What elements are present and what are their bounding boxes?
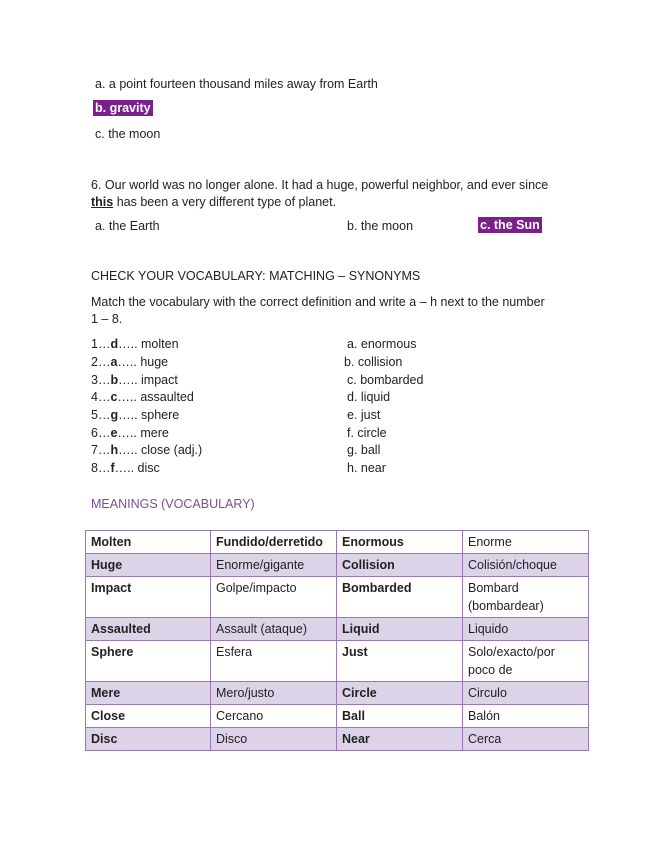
answer-highlight: b. gravity xyxy=(95,101,151,115)
q5-option-b-answer xyxy=(93,101,153,115)
table-cell-meaning: Esfera xyxy=(211,641,337,682)
matching-answer: b xyxy=(110,373,119,387)
q6-underlined-word: this xyxy=(91,195,114,209)
matching-answer: e xyxy=(110,426,118,440)
matching-definition: f. circle xyxy=(347,426,387,440)
matching-answer: c xyxy=(110,390,118,404)
table-row xyxy=(86,618,589,641)
table-cell-word: Molten xyxy=(86,531,211,554)
matching-definition: c. bombarded xyxy=(347,373,424,387)
table-cell-meaning: Balón xyxy=(463,705,589,728)
table-row xyxy=(86,641,589,682)
table-cell-word: Just xyxy=(337,641,463,682)
table-cell-meaning: Disco xyxy=(211,728,337,751)
matching-answer: h xyxy=(110,443,119,457)
table-row xyxy=(86,705,589,728)
table-cell-word: Bombarded xyxy=(337,577,463,618)
matching-left-item: 3…b….. impact xyxy=(91,373,178,387)
table-cell-word: Near xyxy=(337,728,463,751)
table-row xyxy=(86,554,589,577)
matching-definition: b. collision xyxy=(344,355,403,369)
table-cell-meaning: Bombard (bombardear) xyxy=(463,577,589,618)
q6-option-b: b. the moon xyxy=(347,219,414,233)
matching-left-item: 5…g….. sphere xyxy=(91,408,180,422)
table-cell-word: Circle xyxy=(337,682,463,705)
table-cell-meaning: Fundido/derretido xyxy=(211,531,337,554)
matching-left-item: 2…a….. huge xyxy=(91,355,169,369)
table-cell-word: Mere xyxy=(86,682,211,705)
matching-definition: d. liquid xyxy=(347,390,391,404)
table-cell-meaning: Enorme/gigante xyxy=(211,554,337,577)
matching-definition: h. near xyxy=(347,461,386,475)
q6-text-line1: 6. Our world was no longer alone. It had a huge, powerful neighbor, and ever since xyxy=(91,178,549,192)
table-cell-meaning: Colisión/choque xyxy=(463,554,589,577)
table-cell-word: Enormous xyxy=(337,531,463,554)
matching-instructions-line1: Match the vocabulary with the correct definition and write a – h next to the number xyxy=(91,295,545,309)
matching-definition: g. ball xyxy=(347,443,381,457)
table-cell-meaning: Mero/justo xyxy=(211,682,337,705)
table-row xyxy=(86,728,589,751)
q6-option-c-answer xyxy=(478,218,542,232)
matching-definition: e. just xyxy=(347,408,381,422)
meanings-heading: MEANINGS (VOCABULARY) xyxy=(91,497,255,511)
table-cell-meaning: Assault (ataque) xyxy=(211,618,337,641)
q5-option-a: a. a point fourteen thousand miles away from Earth xyxy=(95,77,378,91)
table-cell-meaning: Enorme xyxy=(463,531,589,554)
table-cell-word: Collision xyxy=(337,554,463,577)
matching-heading: CHECK YOUR VOCABULARY: MATCHING – SYNONYMS xyxy=(91,269,421,283)
table-cell-meaning: Cercano xyxy=(211,705,337,728)
table-cell-meaning: Solo/exacto/por poco de xyxy=(463,641,589,682)
table-cell-word: Liquid xyxy=(337,618,463,641)
table-row xyxy=(86,682,589,705)
table-cell-word: Impact xyxy=(86,577,211,618)
table-cell-word: Disc xyxy=(86,728,211,751)
meanings-table xyxy=(85,530,589,751)
matching-answer: g xyxy=(110,408,119,422)
table-cell-word: Assaulted xyxy=(86,618,211,641)
table-cell-meaning: Liquido xyxy=(463,618,589,641)
table-cell-meaning: Circulo xyxy=(463,682,589,705)
q6-text-line2 xyxy=(91,195,336,209)
matching-left-item: 6…e….. mere xyxy=(91,426,169,440)
table-cell-meaning: Golpe/impacto xyxy=(211,577,337,618)
q6-text-rest: has been a very different type of planet. xyxy=(113,195,337,209)
q6-option-a: a. the Earth xyxy=(95,219,160,233)
matching-left-item: 1…d….. molten xyxy=(91,337,179,351)
table-cell-meaning: Cerca xyxy=(463,728,589,751)
table-row xyxy=(86,577,589,618)
matching-left-item: 8…f….. disc xyxy=(91,461,160,475)
table-cell-word: Close xyxy=(86,705,211,728)
table-cell-word: Ball xyxy=(337,705,463,728)
matching-answer: d xyxy=(110,337,119,351)
table-row xyxy=(86,531,589,554)
matching-answer: f xyxy=(110,461,115,475)
matching-definition: a. enormous xyxy=(347,337,417,351)
matching-answer: a xyxy=(110,355,118,369)
matching-left-item: 7…h….. close (adj.) xyxy=(91,443,203,457)
answer-highlight: c. the Sun xyxy=(480,218,540,232)
table-cell-word: Sphere xyxy=(86,641,211,682)
matching-left-item: 4…c….. assaulted xyxy=(91,390,194,404)
q5-option-c: c. the moon xyxy=(95,127,161,141)
table-cell-word: Huge xyxy=(86,554,211,577)
matching-instructions-line2: 1 – 8. xyxy=(91,312,123,326)
